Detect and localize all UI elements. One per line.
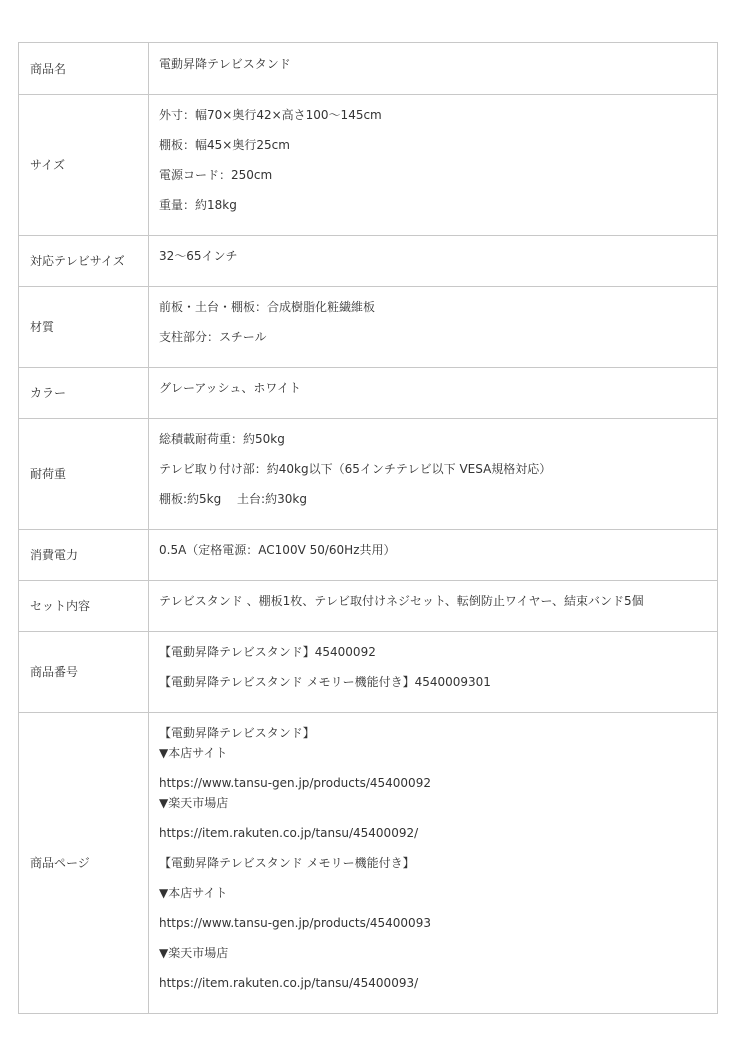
product-link[interactable]: https://item.rakuten.co.jp/tansu/45400093/ bbox=[159, 976, 419, 990]
spec-row-color bbox=[19, 368, 718, 419]
spec-line: 0.5A（定格電源：AC100V 50/60Hz共用） bbox=[159, 543, 396, 557]
spec-line: 【電動昇降テレビスタンド】 bbox=[159, 726, 315, 740]
spec-line: 【電動昇降テレビスタンド メモリー機能付き】 bbox=[159, 856, 415, 870]
spec-value bbox=[149, 530, 718, 581]
spec-label: 耐荷重 bbox=[19, 419, 149, 530]
spec-value bbox=[149, 95, 718, 236]
product-spec-table bbox=[18, 42, 718, 1014]
spec-line: ▼楽天市場店 bbox=[159, 946, 229, 960]
spec-label: セット内容 bbox=[19, 581, 149, 632]
spec-line: テレビ取り付け部：約40kg以下（65インチテレビ以下 VESA規格対応） bbox=[159, 462, 552, 476]
spec-row-tv-size bbox=[19, 236, 718, 287]
spec-label: 材質 bbox=[19, 287, 149, 368]
spec-line: テレビスタンド 、棚板1枚、テレビ取付けネジセット、転倒防止ワイヤー、結束バンド5個 bbox=[159, 594, 644, 608]
spec-line: ▼楽天市場店 bbox=[159, 796, 229, 810]
spec-row-load-capacity bbox=[19, 419, 718, 530]
spec-value bbox=[149, 368, 718, 419]
spec-row-product-name bbox=[19, 43, 718, 95]
spec-line: 電動昇降テレビスタンド bbox=[159, 56, 291, 71]
product-link[interactable]: https://item.rakuten.co.jp/tansu/45400092/ bbox=[159, 826, 419, 840]
spec-value bbox=[149, 713, 718, 1014]
spec-line: 【電動昇降テレビスタンド】45400092 bbox=[159, 645, 376, 659]
spec-value bbox=[149, 632, 718, 713]
spec-line: 電源コード：250cm bbox=[159, 168, 273, 182]
spec-line: 32〜65インチ bbox=[159, 249, 238, 263]
spec-label: 消費電力 bbox=[19, 530, 149, 581]
spec-value bbox=[149, 43, 718, 95]
spec-line: 前板・土台・棚板：合成樹脂化粧繊維板 bbox=[159, 300, 376, 314]
spec-row-product-page bbox=[19, 713, 718, 1014]
spec-line: 棚板:約5kg 土台:約30kg bbox=[159, 492, 307, 506]
spec-line: ▼本店サイト bbox=[159, 746, 228, 760]
spec-label: 商品番号 bbox=[19, 632, 149, 713]
spec-value bbox=[149, 581, 718, 632]
spec-label: 商品名 bbox=[19, 43, 149, 95]
spec-label: カラー bbox=[19, 368, 149, 419]
spec-line: 支柱部分：スチール bbox=[159, 330, 267, 344]
spec-line: 棚板：幅45×奥行25cm bbox=[159, 138, 290, 152]
spec-row-material bbox=[19, 287, 718, 368]
spec-row-size bbox=[19, 95, 718, 236]
spec-value bbox=[149, 419, 718, 530]
spec-label: サイズ bbox=[19, 95, 149, 236]
product-link[interactable]: https://www.tansu-gen.jp/products/45400092 bbox=[159, 776, 431, 790]
spec-row-product-number bbox=[19, 632, 718, 713]
spec-value bbox=[149, 287, 718, 368]
spec-label: 商品ページ bbox=[19, 713, 149, 1014]
spec-line: グレーアッシュ、ホワイト bbox=[159, 381, 301, 395]
spec-row-power bbox=[19, 530, 718, 581]
spec-line: ▼本店サイト bbox=[159, 886, 228, 900]
product-link[interactable]: https://www.tansu-gen.jp/products/45400093 bbox=[159, 916, 431, 930]
spec-label: 対応テレビサイズ bbox=[19, 236, 149, 287]
spec-row-set-contents bbox=[19, 581, 718, 632]
spec-line: 重量：約18kg bbox=[159, 198, 237, 212]
spec-line: 外寸：幅70×奥行42×高さ100〜145cm bbox=[159, 108, 382, 122]
spec-line: 総積載耐荷重：約50kg bbox=[159, 432, 285, 446]
spec-value bbox=[149, 236, 718, 287]
spec-line: 【電動昇降テレビスタンド メモリー機能付き】4540009301 bbox=[159, 675, 491, 689]
